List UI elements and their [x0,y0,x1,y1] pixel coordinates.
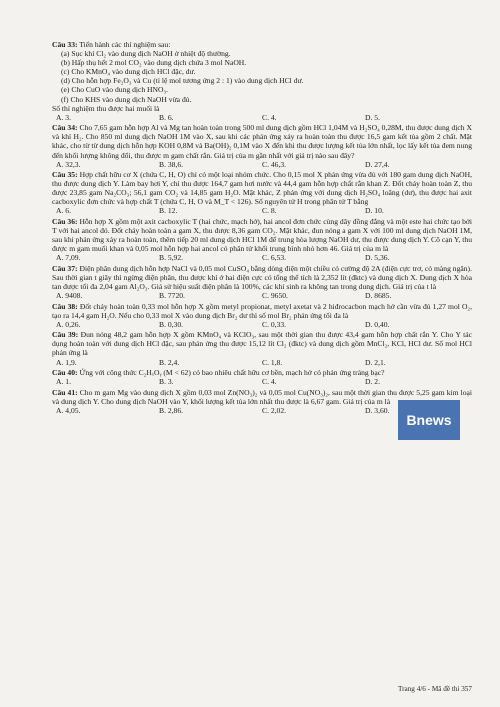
question-stem: Cho 7,65 gam hỗn hợp Al và Mg tan hoàn toàn trong 500 ml dung dịch gồm HCl 1,04M và H₂SO₄ 0,28M, thu được dung dịch X và khí H₂. Cho 850 ml dung dịch NaOH 1M vào X, sau khi các phản ứng xảy ra hoàn toàn thu được 16,5 gam kết tủa gồm 2 chất. Mặt khác, cho từ từ dung dịch hỗn hợp KOH 0,8M và Ba(OH)₂ 0,1M vào X đến khi thu được lượng kết tủa lớn nhất, lọc lấy kết tủa đem nung đến khối lượng không đổi, thu được m gam chất rắn. Giá trị của m gần nhất với giá trị nào sau đây? [52,123,472,160]
experiment-item: (b) Hấp thụ hết 2 mol CO₂ vào dung dịch chứa 3 mol NaOH. [61,58,247,68]
experiment-item: (d) Cho hỗn hợp Fe₂O₃ và Cu (tỉ lệ mol tương ứng 2 : 1) vào dung dịch HCl dư. [61,76,304,86]
question-stem: Điện phân dung dịch hỗn hợp NaCl và 0,05 mol CuSO₄ bằng dòng điện một chiều có cường độ 2A (điện cực trơ, có màng ngăn). Sau thời gian t giây thì ngừng điện phân, thu được khí ở hai điện cực có tổng thể tích là 2,352 lít (đktc) và dung dịch X. Dung dịch X hòa tan được tối đa 2,04 gam Al₂O₃. Giả sử hiệu suất điện phân là 100%, các khí sinh ra không tan trong dung dịch. Giá trị của t là [52,263,472,291]
option-a: A. 1. [56,377,71,387]
option-c: C. 46,3. [262,159,287,169]
answer-options [52,358,472,367]
experiment-item: (a) Sục khí Cl₂ vào dung dịch NaOH ở nhiệt độ thường. [61,49,231,59]
question-stem: Hỗn hợp X gồm một axit cacboxylic T (hai chức, mạch hở), hai ancol đơn chức cùng dãy đồng đẳng và một este hai chức tạo bởi T với hai ancol đó. Đốt cháy hoàn toàn a gam X, thu được 8,36 gam CO₂. Mặt khác, đun nóng a gam X với 100 ml dung dịch NaOH 1M, sau khi phản ứng xảy ra hoàn toàn, thêm tiếp 20 ml dung dịch HCl 1M để trung hòa lượng NaOH dư, thu được dung dịch Y. Cô cạn Y, thu được m gam muối khan và 0,05 mol hỗn hợp hai ancol có phân tử khối trung bình nhỏ hơn 46. Giá trị của m là [52,216,472,254]
option-d: D. 0,40. [365,319,390,329]
option-b: B. 12. [159,206,178,216]
answer-options [52,291,472,300]
option-d: D. 10. [365,206,384,216]
question-label: Câu 39: [52,330,79,340]
question-label: Câu 35: [52,170,78,180]
question-label: Câu 40: [52,368,78,378]
option-d: D. 5,36. [365,253,390,263]
experiment-item: (e) Cho CuO vào dung dịch HNO₃. [61,85,169,95]
option-c: C. 2,02. [262,405,287,415]
question-35 [52,170,472,215]
question-40 [52,368,472,386]
option-d: D. 2,1. [365,357,386,367]
option-a: A. 0,26. [56,319,81,329]
question-stem: Đun nóng 48,2 gam hỗn hợp X gồm KMnO₄ và KClO₃, sau một thời gian thu được 43,4 gam hỗn hợp chất rắn Y. Cho Y tác dụng hoàn toàn với dung dịch HCl đặc, sau phản ứng thu được 15,12 lít Cl₂ (đktc) và dung dịch gồm MnCl₂, KCl, HCl dư. Số mol HCl phản ứng là [52,330,472,358]
answer-options [52,253,472,262]
option-b: B. 7720. [159,291,185,301]
question-label: Câu 33: [52,40,78,49]
answer-options [52,160,472,169]
option-c: C. 8. [262,206,277,216]
option-d: D. 3,60. [365,405,390,415]
option-c: C. 4. [262,377,277,387]
option-a: A. 9408. [56,291,83,301]
answer-options [52,113,472,122]
question-36 [52,217,472,262]
option-b: B. 3. [159,377,174,387]
questions-container [52,40,472,416]
question-34 [52,123,472,168]
option-d: D. 27,4. [365,159,390,169]
option-c: C. 9650. [262,291,288,301]
page-footer: Trang 4/6 - Mã đề thi 357 [397,685,472,693]
option-c: C. 4. [262,112,277,122]
question-stem: Ứng với công thức C₂HₓOᵧ (M < 62) có bao nhiêu chất hữu cơ bền, mạch hở có phản ứng tráng bạc? [79,368,385,378]
question-label: Câu 38: [52,301,78,311]
option-c: C. 1,8. [262,357,283,367]
question-stem: Đốt cháy hoàn toàn 0,33 mol hỗn hợp X gồm metyl propionat, metyl axetat và 2 hiđrocacbon mạch hở cần vừa đủ 1,27 mol O₂, tạo ra 14,4 gam H₂O. Nếu cho 0,33 mol X vào dung dịch Br₂ dư thì số mol Br₂ phản ứng tối đa là [52,301,472,320]
option-a: A. 6. [56,206,71,216]
experiment-item: (f) Cho KHS vào dung dịch NaOH vừa đủ. [61,94,192,104]
question-tail: Số thí nghiệm thu được hai muối là [52,103,160,113]
answer-options [52,206,472,215]
experiment-item: (c) Cho KMnO₄ vào dung dịch HCl đặc, dư. [61,67,196,77]
option-b: B. 2,86. [159,405,184,415]
question-label: Câu 41: [52,387,78,397]
question-label: Câu 37: [52,263,78,273]
option-b: B. 6. [159,112,174,122]
answer-options [52,377,472,386]
question-38 [52,302,472,329]
option-a: A. 32,3. [56,159,81,169]
question-39 [52,330,472,366]
option-d: D. 8685. [365,291,392,301]
question-label: Câu 36: [52,216,78,226]
question-stem: Tiến hành các thí nghiệm sau: [79,40,171,49]
option-a: A. 4,05. [56,405,81,415]
question-33 [52,40,472,122]
option-b: B. 5,92. [159,253,184,263]
option-c: C. 6,53. [262,253,287,263]
question-37 [52,264,472,300]
option-b: B. 38,6. [159,159,184,169]
option-c: C. 0,33. [262,319,287,329]
option-d: D. 2. [365,377,380,387]
option-a: A. 1,9. [56,357,77,367]
answer-options [52,320,472,329]
option-a: A. 3. [56,112,71,122]
watermark-logo: Bnews [398,400,460,440]
option-d: D. 5. [365,112,380,122]
question-label: Câu 34: [52,123,78,133]
option-b: B. 2,4. [159,357,180,367]
question-stem: Hợp chất hữu cơ X (chứa C, H, O) chỉ có một loại nhóm chức. Cho 0,15 mol X phản ứng vừa đủ với 180 gam dung dịch NaOH, thu được dung dịch Y. Làm bay hơi Y, chỉ thu được 164,7 gam hơi nước và 44,4 gam hỗn hợp chất rắn khan Z. Đốt cháy hoàn toàn Z, thu được 23,85 gam Na₂CO₃; 56,1 gam CO₂ và 14,85 gam H₂O. Mặt khác, Z phản ứng với dung dịch H₂SO₄ loãng (dư), thu được hai axit cacboxylic đơn chức và hợp chất T (chứa C, H, O và M_T < 126). Số nguyên tử H trong phân tử T bằng [52,170,472,207]
option-a: A. 7,09. [56,253,81,263]
question-stem: Cho m gam Mg vào dung dịch X gồm 0,03 mol Zn(NO₃)₂ và 0,05 mol Cu(NO₃)₂, sau một thời gian thu được 5,25 gam kim loại và dung dịch Y. Cho dung dịch NaOH vào Y, khối lượng kết tủa lớn nhất thu được là 6,67 gam. Giá trị của m là [52,387,472,406]
option-b: B. 0,30. [159,319,184,329]
